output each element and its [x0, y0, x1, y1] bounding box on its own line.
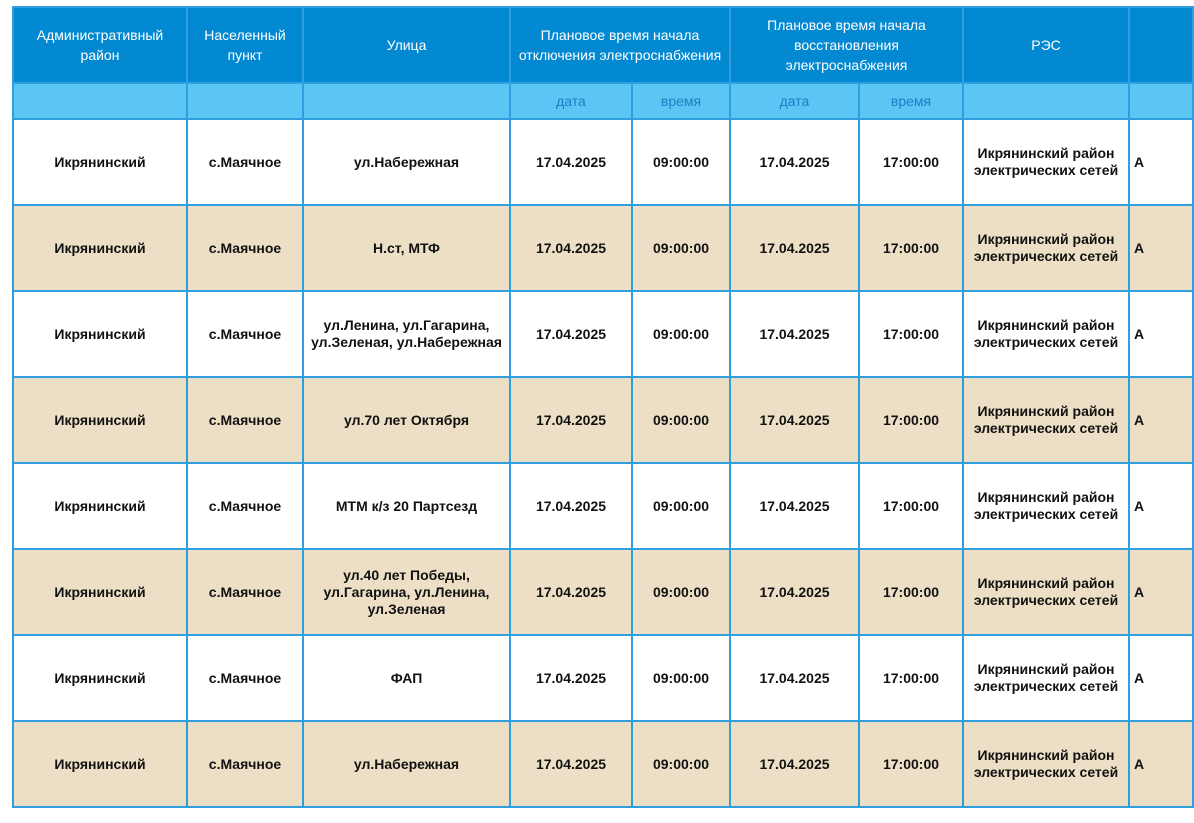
cell-restore-date: 17.04.2025 — [730, 205, 859, 291]
cell-settlement: с.Маячное — [187, 635, 303, 721]
cell-res: Икрянинский район электрических сетей — [963, 721, 1129, 807]
cell-restore-date: 17.04.2025 — [730, 291, 859, 377]
cell-street: ФАП — [303, 635, 510, 721]
cell-settlement: с.Маячное — [187, 377, 303, 463]
cell-res: Икрянинский район электрических сетей — [963, 549, 1129, 635]
cell-restore-time: 17:00:00 — [859, 635, 963, 721]
cell-restore-date: 17.04.2025 — [730, 119, 859, 205]
cell-extra: А — [1129, 119, 1193, 205]
cell-restore-time: 17:00:00 — [859, 463, 963, 549]
cell-restore-time: 17:00:00 — [859, 721, 963, 807]
header-settlement: Населенный пункт — [187, 7, 303, 83]
cell-res: Икрянинский район электрических сетей — [963, 291, 1129, 377]
cell-start-time: 09:00:00 — [632, 377, 730, 463]
cell-district: Икрянинский — [13, 463, 187, 549]
cell-settlement: с.Маячное — [187, 119, 303, 205]
cell-district: Икрянинский — [13, 635, 187, 721]
table-header-row — [13, 7, 1193, 83]
cell-street: ул.Набережная — [303, 721, 510, 807]
table-row — [13, 205, 1193, 291]
header-outage-start: Плановое время начала отключения электроснабжения — [510, 7, 730, 83]
cell-restore-date: 17.04.2025 — [730, 463, 859, 549]
cell-district: Икрянинский — [13, 549, 187, 635]
cell-extra: А — [1129, 721, 1193, 807]
cell-start-time: 09:00:00 — [632, 291, 730, 377]
cell-settlement: с.Маячное — [187, 549, 303, 635]
cell-street: МТМ к/з 20 Партсезд — [303, 463, 510, 549]
cell-street: Н.ст, МТФ — [303, 205, 510, 291]
subheader-empty — [187, 83, 303, 119]
table-row — [13, 377, 1193, 463]
cell-start-date: 17.04.2025 — [510, 119, 632, 205]
cell-extra: А — [1129, 463, 1193, 549]
cell-res: Икрянинский район электрических сетей — [963, 377, 1129, 463]
cell-district: Икрянинский — [13, 119, 187, 205]
subheader-start-date: дата — [510, 83, 632, 119]
cell-start-date: 17.04.2025 — [510, 549, 632, 635]
cell-restore-time: 17:00:00 — [859, 119, 963, 205]
outage-schedule-table — [12, 6, 1194, 808]
header-res: РЭС — [963, 7, 1129, 83]
cell-restore-date: 17.04.2025 — [730, 721, 859, 807]
cell-res: Икрянинский район электрических сетей — [963, 119, 1129, 205]
cell-start-date: 17.04.2025 — [510, 377, 632, 463]
subheader-restore-date: дата — [730, 83, 859, 119]
header-street: Улица — [303, 7, 510, 83]
cell-res: Икрянинский район электрических сетей — [963, 463, 1129, 549]
cell-start-time: 09:00:00 — [632, 205, 730, 291]
cell-restore-time: 17:00:00 — [859, 377, 963, 463]
cell-district: Икрянинский — [13, 205, 187, 291]
cell-settlement: с.Маячное — [187, 463, 303, 549]
cell-start-date: 17.04.2025 — [510, 205, 632, 291]
table-subheader-row — [13, 83, 1193, 119]
cell-street: ул.Набережная — [303, 119, 510, 205]
cell-restore-time: 17:00:00 — [859, 205, 963, 291]
cell-settlement: с.Маячное — [187, 291, 303, 377]
subheader-start-time: время — [632, 83, 730, 119]
header-district: Административный район — [13, 7, 187, 83]
header-extra — [1129, 7, 1193, 83]
table-row — [13, 635, 1193, 721]
subheader-empty — [963, 83, 1129, 119]
table-row — [13, 463, 1193, 549]
subheader-empty — [1129, 83, 1193, 119]
subheader-empty — [13, 83, 187, 119]
table-row — [13, 721, 1193, 807]
cell-street: ул.40 лет Победы, ул.Гагарина, ул.Ленина, ул.Зеленая — [303, 549, 510, 635]
cell-street: ул.70 лет Октября — [303, 377, 510, 463]
cell-street: ул.Ленина, ул.Гагарина, ул.Зеленая, ул.Набережная — [303, 291, 510, 377]
cell-district: Икрянинский — [13, 291, 187, 377]
cell-start-time: 09:00:00 — [632, 549, 730, 635]
subheader-empty — [303, 83, 510, 119]
cell-start-time: 09:00:00 — [632, 119, 730, 205]
cell-start-date: 17.04.2025 — [510, 463, 632, 549]
cell-extra: А — [1129, 291, 1193, 377]
cell-extra: А — [1129, 635, 1193, 721]
table-row — [13, 119, 1193, 205]
cell-restore-date: 17.04.2025 — [730, 549, 859, 635]
cell-start-date: 17.04.2025 — [510, 291, 632, 377]
cell-restore-time: 17:00:00 — [859, 549, 963, 635]
cell-start-date: 17.04.2025 — [510, 721, 632, 807]
cell-extra: А — [1129, 377, 1193, 463]
cell-restore-date: 17.04.2025 — [730, 377, 859, 463]
cell-start-time: 09:00:00 — [632, 721, 730, 807]
cell-district: Икрянинский — [13, 377, 187, 463]
cell-settlement: с.Маячное — [187, 721, 303, 807]
cell-res: Икрянинский район электрических сетей — [963, 205, 1129, 291]
cell-restore-date: 17.04.2025 — [730, 635, 859, 721]
table-row — [13, 291, 1193, 377]
cell-restore-time: 17:00:00 — [859, 291, 963, 377]
cell-settlement: с.Маячное — [187, 205, 303, 291]
cell-extra: А — [1129, 549, 1193, 635]
header-restore-start: Плановое время начала восстановления электроснабжения — [730, 7, 963, 83]
cell-start-time: 09:00:00 — [632, 635, 730, 721]
subheader-restore-time: время — [859, 83, 963, 119]
cell-extra: А — [1129, 205, 1193, 291]
cell-district: Икрянинский — [13, 721, 187, 807]
table-row — [13, 549, 1193, 635]
cell-start-time: 09:00:00 — [632, 463, 730, 549]
cell-res: Икрянинский район электрических сетей — [963, 635, 1129, 721]
cell-start-date: 17.04.2025 — [510, 635, 632, 721]
